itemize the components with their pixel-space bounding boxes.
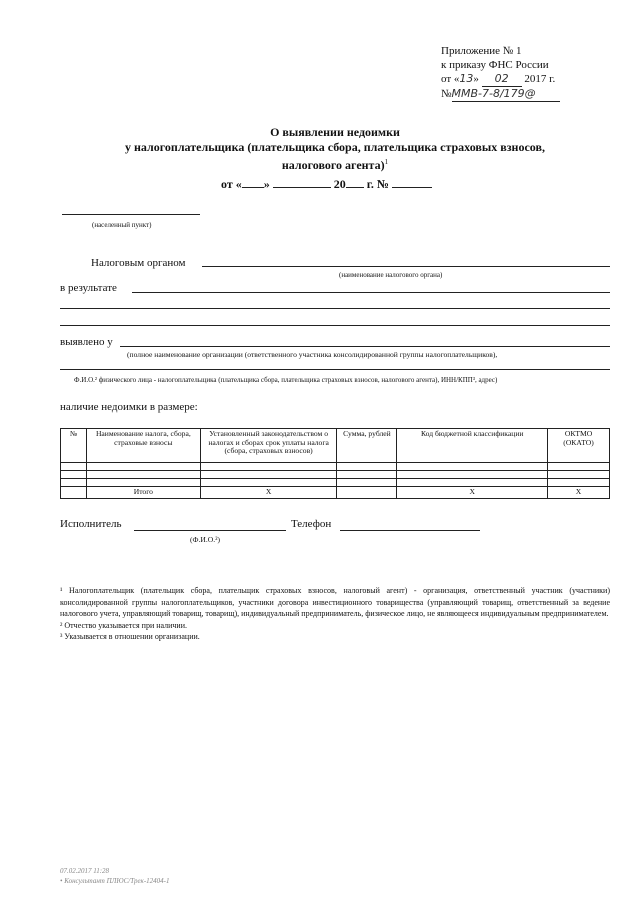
result-line-2: [60, 308, 610, 309]
header-number: №ММВ-7-8/179@: [441, 87, 560, 102]
executor-fio-caption: (Ф.И.О.²): [190, 535, 220, 544]
tax-authority-label: Налоговым органом: [91, 257, 186, 269]
found-at-label: выявлено у: [60, 336, 113, 348]
col-header-number: №: [61, 429, 87, 463]
phone-line: [340, 530, 480, 531]
arrears-table: [60, 428, 610, 499]
stamp-datetime: 07.02.2017 11:28: [60, 867, 110, 875]
header-date-day: 13: [459, 72, 474, 85]
table-header-row: [61, 429, 610, 463]
col-header-amount: Сумма, рублей: [337, 429, 397, 463]
result-line-3: [60, 325, 610, 326]
org-line: [60, 369, 610, 370]
total-x-kbk: Х: [397, 487, 548, 499]
footnote-1: ¹ Налогоплательщик (плательщик сбора, плательщик страховых взносов, налоговый агент) - организация, ответственный участник (участники) консолидированной группы налогоплательщиков, участники договора инвестиционного товарищества (управляющий товарищ, ответственный за ведение налогового учета, управляющий товарищ, товарищ), индивидуальный предприниматель, физическое лицо, не являющееся индивидуальным предпринимателем.: [60, 586, 610, 618]
header-number-value: ММВ-7-8/179@: [452, 87, 560, 102]
executor-line: [134, 530, 286, 531]
table-row: [61, 479, 610, 487]
table-row: [61, 463, 610, 471]
executor-label: Исполнитель: [60, 518, 122, 530]
header-block: [441, 44, 560, 102]
total-label: Итого: [86, 487, 200, 499]
fio-caption: Ф.И.О.² физического лица - налогоплательщика (плательщика сбора, плательщика страховых взносов, налогового агента), ИНН/КПП³, адрес): [74, 376, 498, 384]
tax-authority-line: [202, 266, 610, 267]
footnotes: [60, 585, 610, 643]
col-header-kbk: Код бюджетной классификации: [397, 429, 548, 463]
tax-authority-caption: (наименование налогового органа): [339, 271, 443, 279]
col-header-oktmo: ОКТМО (ОКАТО): [548, 429, 610, 463]
table-total-row: [61, 487, 610, 499]
table-row: [61, 471, 610, 479]
date-line: от « » 20 г. №: [221, 177, 432, 192]
print-stamp: [60, 866, 170, 886]
settlement-line: [62, 214, 200, 215]
header-order: к приказу ФНС России: [441, 59, 549, 71]
title-line2: у налогоплательщика (плательщика сбора, плательщика страховых взносов,: [125, 140, 545, 154]
footnote-3: ³ Указывается в отношении организации.: [60, 632, 200, 641]
col-header-deadline: Установленный законодательством о налогах и сборах срок уплаты налога (сбора, страховых взносов): [200, 429, 337, 463]
total-x-deadline: Х: [200, 487, 337, 499]
title-line3: налогового агента)$^1$: [281, 158, 389, 172]
header-annex: Приложение № 1: [441, 45, 522, 57]
phone-label: Телефон: [291, 518, 332, 530]
found-at-line: [120, 346, 610, 347]
document-title: [60, 125, 610, 173]
settlement-caption: (населенный пункт): [92, 221, 152, 229]
footnote-2: ² Отчество указывается при наличии.: [60, 620, 187, 630]
header-date: от «13» 02 2017 г.: [441, 72, 556, 85]
result-line-1: [132, 292, 610, 293]
org-caption: (полное наименование организации (ответственного участника консолидированной группы налогоплательщиков),: [127, 350, 498, 359]
col-header-tax-name: Наименование налога, сбора, страховые взносы: [86, 429, 200, 463]
arrears-label: наличие недоимки в размере:: [60, 401, 198, 413]
result-label: в результате: [60, 282, 117, 294]
total-x-oktmo: Х: [548, 487, 610, 499]
title-line1: О выявлении недоимки: [270, 125, 400, 139]
header-date-month: 02: [482, 72, 522, 87]
stamp-source: • Консультант ПЛЮС/Трек-12404-1: [60, 877, 170, 885]
